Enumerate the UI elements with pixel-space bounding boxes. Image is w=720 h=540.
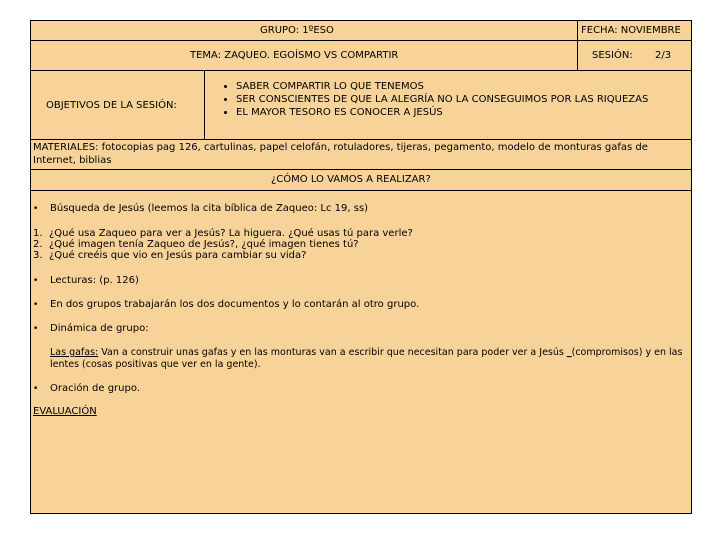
gafas-text-end: (compromisos) y en las [571, 347, 683, 358]
como-title: ¿CÓMO LO VAMOS A REALIZAR? [271, 174, 431, 185]
evaluacion-heading: EVALUACIÓN [33, 406, 97, 417]
grupo-label: GRUPO: 1ºESO [260, 25, 334, 36]
bullet-icon: • [33, 300, 39, 310]
objetivo-item: • SABER COMPARTIR LO QUE TENEMOS [236, 80, 648, 93]
pregunta-number: 3. [33, 250, 43, 261]
sesion-value: 2/3 [655, 50, 672, 61]
bullet-icon: • [33, 384, 39, 394]
objetivos-label: OBJETIVOS DE LA SESIÓN: [46, 100, 177, 111]
pregunta-text: ¿Qué creéis que vio en Jesús para cambiar su vida? [49, 250, 307, 261]
dinamica-text: Dinámica de grupo: [50, 323, 149, 334]
gafas-line-1 [50, 347, 682, 359]
objetivo-item: • EL MAYOR TESORO ES CONOCER A JESÚS [236, 106, 648, 119]
busqueda-text: Búsqueda de Jesús (leemos la cita bíblica de Zaqueo: Lc 19, ss) [50, 203, 369, 214]
gafas-underscore: _ [566, 347, 572, 358]
oracion-text: Oración de grupo. [50, 383, 140, 394]
gafas-line-2: lentes (cosas positivas que ver en la gente). [50, 359, 261, 370]
gafas-label: Las gafas: [50, 347, 99, 358]
objetivos-list [210, 80, 648, 119]
bullet-icon: • [33, 276, 39, 286]
grupos-text: En dos grupos trabajarán los dos documentos y lo contarán al otro grupo. [50, 299, 420, 310]
objetivo-item: • SER CONSCIENTES DE QUE LA ALEGRÍA NO LA CONSEGUIMOS POR LAS RIQUEZAS [236, 93, 648, 106]
bullet-icon: • [33, 204, 39, 214]
bullet-icon: • [33, 324, 39, 334]
pregunta-number: 1. [33, 228, 43, 239]
materiales-line-2: Internet, biblias [33, 155, 112, 166]
pregunta-text: ¿Qué usa Zaqueo para ver a Jesús? La higuera. ¿Qué usas tú para verle? [49, 228, 413, 239]
gafas-text: Van a construir unas gafas y en las monturas van a escribir que necesitan para poder ver a Jesús [98, 347, 567, 358]
sesion-label: SESIÓN: [592, 50, 633, 61]
pregunta-text: ¿Qué imagen tenía Zaqueo de Jesús?, ¿qué imagen tienes tú? [49, 239, 359, 250]
tema-label: TEMA: ZAQUEO. EGOÍSMO VS COMPARTIR [190, 50, 399, 61]
materiales-line-1: MATERIALES: fotocopias pag 126, cartulinas, papel celofán, rotuladores, tijeras, pegamento, modelo de monturas gafas de [33, 142, 648, 153]
fecha-label: FECHA: NOVIEMBRE [581, 25, 681, 36]
pregunta-number: 2. [33, 239, 43, 250]
lecturas-text: Lecturas: (p. 126) [50, 275, 139, 286]
